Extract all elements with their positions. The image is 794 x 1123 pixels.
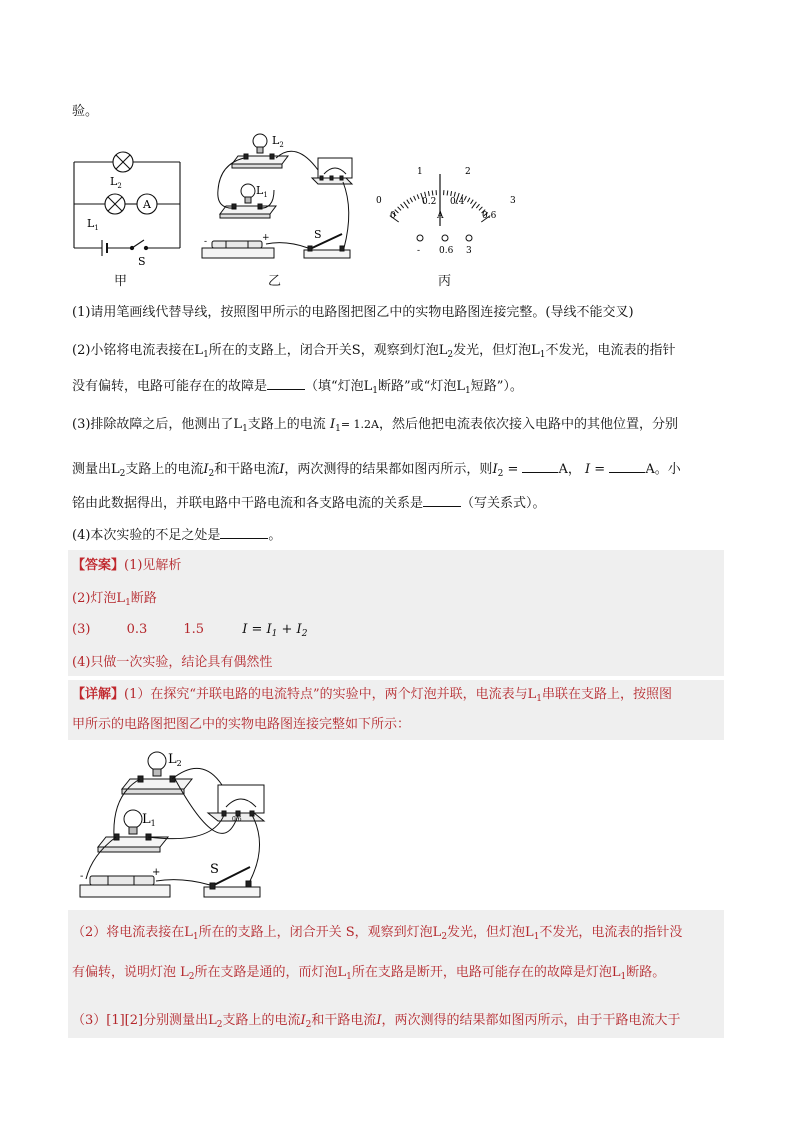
dial-bottom-06: 0.6	[482, 211, 497, 221]
answer-label: 【答案】	[72, 558, 125, 573]
switch-label: S	[138, 255, 146, 268]
figure-jia-circuit-diagram	[70, 148, 190, 268]
dial-tick	[407, 200, 410, 204]
answer-blank-3b[interactable]	[609, 460, 645, 473]
answer-3: (3) 0.3 1.5 $I = I_1 + I_2$	[72, 622, 308, 639]
dial-top-1: 1	[417, 167, 423, 177]
figure-bing-label: 丙	[438, 274, 452, 289]
dial-top-2: 2	[465, 167, 471, 177]
answer-blank-3a[interactable]	[522, 460, 558, 473]
yi-l2-label: $L_2$	[272, 134, 284, 149]
dial-tick	[401, 204, 404, 208]
question-2-line-1: (2)小铭将电流表接在$L_1$所在的支路上，闭合开关S，观察到灯泡$L_2$发光，但灯泡$L_1$不发光，电流表的指针	[72, 343, 676, 360]
dial-tick	[428, 191, 429, 196]
question-2-line-2: 没有偏转，电路可能存在的故障是 （填“灯泡$L_1$断路”或“灯泡$L_1$短路”）。	[72, 379, 523, 396]
dial-top-3: 3	[510, 196, 516, 206]
svg-text:-: -	[204, 237, 208, 247]
ammeter-label: A	[143, 198, 151, 211]
terminal-minus: -	[417, 246, 421, 256]
dial-tick	[464, 196, 466, 201]
dial-tick	[451, 191, 452, 196]
dial-tick	[417, 194, 419, 199]
answer-blank-2[interactable]	[267, 377, 305, 390]
yi-switch-label: S	[314, 228, 322, 241]
answer-1: 【答案】(1)见解析	[72, 558, 182, 573]
detail-label: 【详解】	[72, 687, 125, 702]
detail-p2-line2: 有偏转，说明灯泡 $L_2$所在支路是通的，而灯泡$L_1$所在支路是断开，电路可能存在的故障是灯泡$L_1$断路。	[72, 965, 666, 982]
answer-2: (2)灯泡$L_1$断路	[72, 591, 157, 608]
svg-text:-: -	[80, 871, 84, 882]
question-3-line-1: (3)排除故障之后，他测出了$L_1$支路上的电流 $I_1= 1.2A$，然后他把电流表依次接入电路中的其他位置，分别	[72, 417, 678, 434]
detail-p1-line1: 【详解】(1）在探究“并联电路的电流特点”的实验中，两个灯泡并联，电流表与$L_1$串联在支路上，按照图	[72, 687, 673, 704]
dial-tick	[447, 191, 448, 196]
dial-tick	[410, 198, 412, 202]
question-4: (4)本次实验的不足之处是 。	[72, 528, 282, 543]
dial-top-0: 0	[376, 196, 382, 206]
answer-blank-4[interactable]	[220, 526, 268, 539]
figure-bing-ammeter-dial	[372, 160, 522, 260]
answer-figure-completed-circuit	[72, 745, 282, 905]
svg-text:+: +	[262, 233, 270, 243]
answer-fig-l2-label: $L_2$	[168, 752, 182, 768]
dial-tick	[414, 196, 416, 201]
yi-l1-label: $L_1$	[256, 184, 268, 199]
answer-blank-3c[interactable]	[423, 494, 461, 507]
dial-tick	[432, 191, 433, 196]
answer-4: (4)只做一次实验，结论具有偶然性	[72, 655, 273, 670]
dial-tick	[472, 202, 477, 209]
dial-tick	[468, 198, 470, 202]
dial-tick	[479, 207, 482, 211]
dial-unit: A	[437, 211, 444, 221]
dial-tick	[398, 207, 401, 211]
figure-jia-label: 甲	[114, 274, 128, 289]
detail-p2-line1: （2）将电流表接在$L_1$所在的支路上，闭合开关 S，观察到灯泡$L_2$发光，但灯泡$L_1$不发光，电流表的指针没	[72, 925, 683, 942]
question-3-line-3: 铭由此数据得出，并联电路中干路电流和各支路电流的关系是 （写关系式）。	[72, 496, 546, 511]
terminal-3: 3	[466, 246, 472, 256]
l1-label: $L_1$	[87, 217, 99, 232]
l2-label: $L_2$	[110, 175, 122, 190]
svg-text:+: +	[152, 867, 161, 878]
figure-yi-physical-circuit	[196, 130, 358, 270]
detail-p3-line1: （3）[1][2]分别测量出$L_2$支路上的电流$I_2$和干路电流I，两次测得的结果都如图丙所示，由于干路电流大于	[72, 1013, 681, 1030]
dial-bottom-04: 0.4	[450, 197, 465, 207]
question-1: (1)请用笔画线代替导线，按照图甲所示的电路图把图乙中的实物电路图连接完整。(导线不能交叉)	[72, 305, 634, 320]
figure-yi-label: 乙	[268, 274, 282, 289]
detail-p1-line2: 甲所示的电路图把图乙中的实物电路图连接完整如下所示：	[72, 717, 411, 732]
dial-bottom-02: 0.2	[422, 197, 437, 207]
dial-tick	[471, 200, 474, 204]
question-3-line-2: 测量出$L_2$支路上的电流$I_2$和干路电流I，两次测得的结果都如图丙所示，则$I_2 = A$， I = A。小	[72, 462, 681, 479]
continued-text: 验。	[72, 104, 99, 119]
dial-tick	[404, 202, 409, 209]
answer-fig-ammeter-scale: 0.6	[232, 816, 242, 823]
dial-bottom-0: 0	[390, 211, 396, 221]
answer-fig-l1-label: $L_1$	[142, 812, 156, 828]
answer-fig-switch-label: S	[210, 862, 219, 877]
dial-tick	[476, 204, 479, 208]
terminal-06: 0.6	[439, 246, 454, 256]
